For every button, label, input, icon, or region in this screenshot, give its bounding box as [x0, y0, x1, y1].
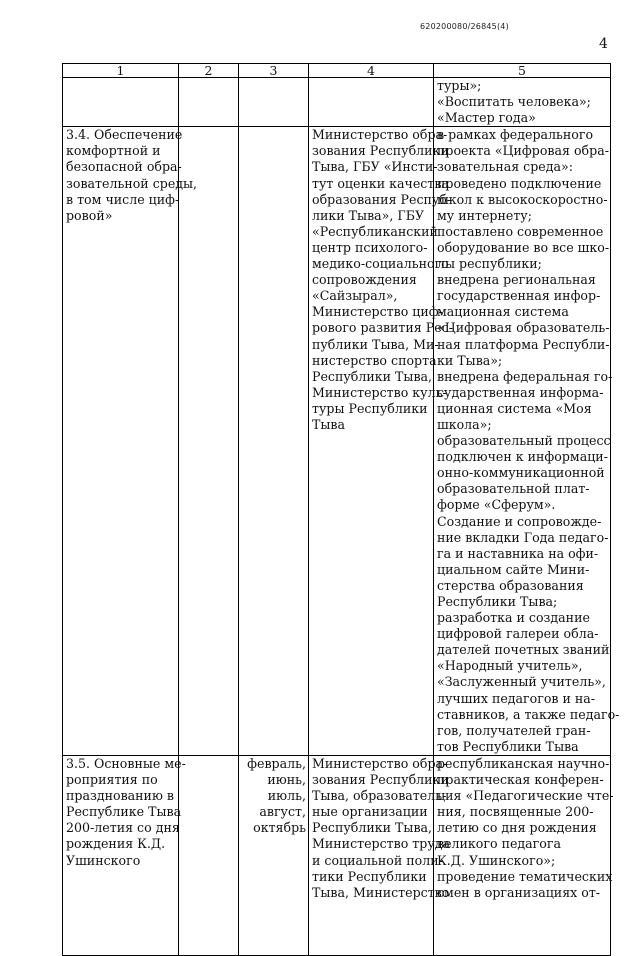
- table-header-row: [63, 64, 611, 78]
- cell-responsible: Министерство обра- зования Республики Тыва, образователь- ные организации Республики Тыва, Министерство труда и социальной поли- тики Республики Тыва, Министерство: [309, 755, 434, 955]
- cell-measure: [63, 78, 179, 127]
- cell-measure: 3.5. Основные ме- роприятия по празднованию в Республике Тыва 200-летия со дня рождения К.Д. Ушинского: [63, 755, 179, 955]
- cell-col2: [179, 78, 239, 127]
- column-header-2: 2: [179, 64, 239, 78]
- table-row: [63, 127, 611, 756]
- cell-dates: февраль, июнь, июль, август, октябрь: [239, 755, 309, 955]
- column-header-3: 3: [239, 64, 309, 78]
- page-number: 4: [599, 36, 608, 52]
- table-row: [63, 755, 611, 955]
- cell-responsible: Министерство обра- зования Республики Тыва, ГБУ «Инсти- тут оценки качества образования Респуб- лики Тыва», ГБУ «Республиканский центр психолого- медико-социального сопровождения «Сайзырал», Министерство циф- рового развития Рес- публики Тыва, Ми- нистерство спорта Республики Тыва, Министерство куль- туры Республики Тыва: [309, 127, 434, 756]
- cell-dates: [239, 127, 309, 756]
- column-header-1: 1: [63, 64, 179, 78]
- plan-table: [62, 63, 620, 956]
- cell-responsible: [309, 78, 434, 127]
- document-serial-number: 620200080/26845(4): [420, 22, 509, 31]
- column-header-4: 4: [309, 64, 434, 78]
- cell-dates: [239, 78, 309, 127]
- column-header-5: 5: [434, 64, 611, 78]
- cell-col2: [179, 127, 239, 756]
- table-row: [63, 78, 611, 127]
- cell-measure: 3.4. Обеспечение комфортной и безопасной обра- зовательной среды, в том числе циф- ровой»: [63, 127, 179, 756]
- cell-result: в рамках федерального проекта «Цифровая обра- зовательная среда»: проведено подключение школ к высокоскоростно- му интернету; поставлено современное оборудование во все шко- лы республики; внедрена региональная государственная инфор- мационная система «Цифровая образователь- ная платформа Республи- ки Тыва»; внедрена федеральная го- сударственная информа- ционная система «Моя школа»; образовательный процесс подключен к информаци- онно-коммуникационной образовательной плат- форме «Сферум». Создание и сопровожде- ние вкладки Года педаго- га и наставника на офи- циальном сайте Мини- стерства образования Республики Тыва; разработка и создание цифровой галереи обла- дателей почетных званий «Народный учитель», «Заслуженный учитель», лучших педагогов и на- ставников, а также педаго- гов, получателей гран- тов Республики Тыва: [434, 127, 611, 756]
- cell-result: туры»; «Воспитать человека»; «Мастер года»: [434, 78, 611, 127]
- cell-result: республиканская научно- практическая конферен- ция «Педагогические чте- ния, посвященные 200- летию со дня рождения великого педагога К.Д. Ушинского»; проведение тематических смен в организациях от-: [434, 755, 611, 955]
- cell-col2: [179, 755, 239, 955]
